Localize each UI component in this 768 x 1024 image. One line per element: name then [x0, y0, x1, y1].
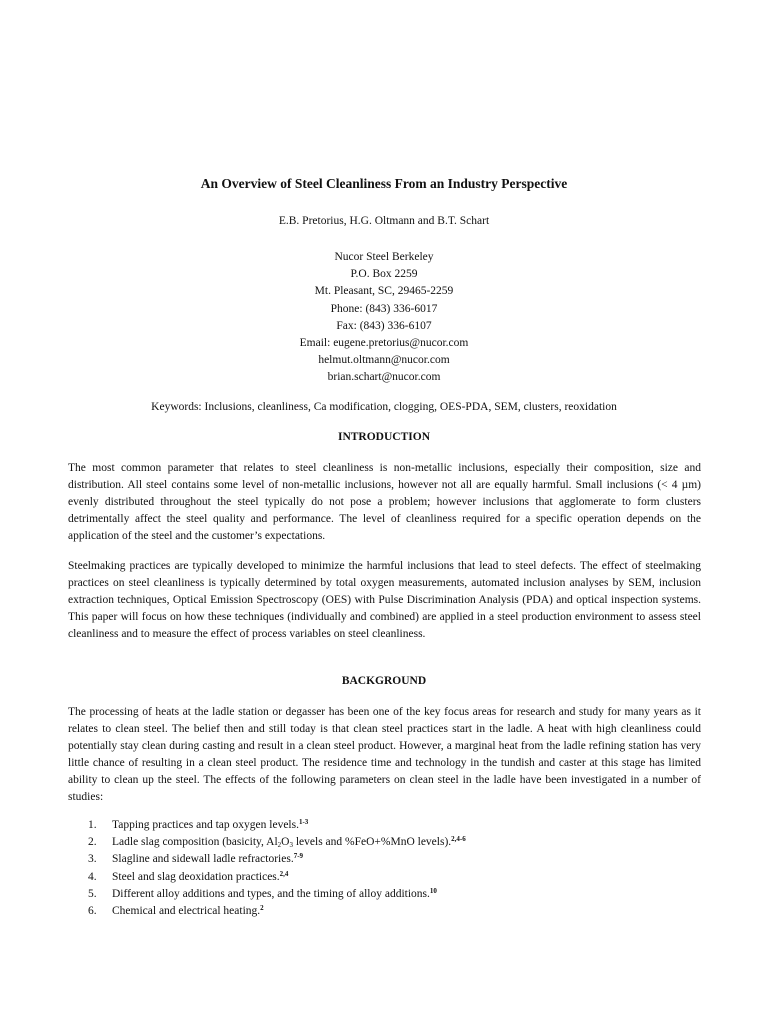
introduction-heading: INTRODUCTION — [337, 431, 430, 443]
background-paragraph: The processing of heats at the ladle station or degasser has been one of the key focus areas for research and study for many years as it relates to clean steel. The belief then and still today is that clean steel practices start in the ladle. A heat with high cleanliness could potentially stay clean during casting and result in a clean steel product. However, a marginal heat from the ladle refining station has very little chance of resulting in a clean steel product. The residence time and technology in the tundish and caster at this stage has limited ability to clean up the steel. The effects of the following parameters on clean steel in the ladle have been investigated in a number of studies: — [68, 706, 701, 804]
list-item — [68, 851, 708, 868]
list-number: 1. — [88, 819, 97, 831]
affiliation-po-box: P.O. Box 2259 — [350, 268, 418, 281]
affiliation-fax: Fax: (843) 336-6107 — [336, 319, 432, 332]
list-item — [68, 817, 708, 834]
affiliation-org: Nucor Steel Berkeley — [334, 251, 434, 263]
affiliation-city: Mt. Pleasant, SC, 29465-2259 — [314, 285, 454, 298]
affiliation-phone: Phone: (843) 336-6017 — [330, 302, 438, 315]
introduction-paragraph-1: The most common parameter that relates to steel cleanliness is non-metallic inclusions, especially their composition, size and distribution. All steel contains some level of non-metallic inclusions, however not all are equally harmful. Small inclusions (< 4 µm) evenly distributed throughout the steel typically do not pose a problem; however inclusions that agglomerate to form clusters detrimentally affect the steel quality and performance. The level of cleanliness required for a specific operation depends on the application of the steel and the customer’s expectations. — [68, 462, 701, 543]
list-item — [68, 869, 708, 886]
list-number: 5. — [88, 887, 97, 900]
list-text: Chemical and electrical heating.$^2$ — [112, 903, 264, 917]
authors: E.B. Pretorius, H.G. Oltmann and B.T. Schart — [278, 215, 490, 227]
list-item — [68, 903, 708, 920]
introduction-paragraph-2: Steelmaking practices are typically developed to minimize the harmful inclusions that lead to steel defects. The effect of steelmaking practices on steel cleanliness is typically determined by total oxygen measurements, automated inclusion analyses by SEM, inclusion extraction techniques, Optical Emission Spectroscopy (OES) with Pulse Discrimination Analysis (PDA) and optical inspection systems. This paper will focus on how these techniques (individually and combined) are applied in a steel production environment to assess steel cleanliness and to measure the effect of process variables on steel cleanliness. — [68, 560, 701, 641]
reference-superscript: 7-9 — [293, 852, 304, 861]
reference-superscript: 2,4-6 — [451, 835, 466, 844]
list-number: 3. — [88, 853, 97, 866]
list-text: Steel and slag deoxidation practices.$^{2,4}$ — [112, 869, 289, 883]
paper-title: An Overview of Steel Cleanliness From an Industry Perspective — [200, 176, 568, 191]
list-text: Slagline and sidewall ladle refractories.$^{7-9}$ — [112, 852, 304, 866]
reference-superscript: 2,4 — [279, 869, 289, 878]
keywords: Keywords: Inclusions, cleanliness, Ca modification, clogging, OES-PDA, SEM, clusters, reoxidation — [151, 401, 617, 413]
list-item — [68, 886, 708, 903]
list-number: 6. — [88, 904, 97, 917]
affiliation-email-3: brian.schart@nucor.com — [327, 371, 441, 384]
background-heading: BACKGROUND — [341, 675, 427, 687]
affiliation-email-1: Email: eugene.pretorius@nucor.com — [299, 336, 469, 349]
list-number: 4. — [88, 870, 97, 883]
affiliation-block — [0, 249, 768, 387]
reference-superscript: 1-3 — [298, 818, 309, 826]
list-text: Different alloy additions and types, and the timing of alloy additions.$^{10}$ — [112, 886, 437, 900]
reference-superscript: 2 — [260, 903, 264, 912]
reference-superscript: 10 — [429, 886, 437, 895]
parameter-list — [68, 817, 708, 920]
list-item — [68, 834, 708, 851]
list-text: Ladle slag composition (basicity, $Al_2O_3$ levels and %FeO+%MnO levels).$^{2,4-6}$ — [112, 835, 466, 850]
list-text: Tapping practices and tap oxygen levels.$^{1-3}$ — [112, 818, 309, 831]
list-number: 2. — [88, 836, 97, 849]
affiliation-email-2: helmut.oltmann@nucor.com — [318, 354, 450, 367]
